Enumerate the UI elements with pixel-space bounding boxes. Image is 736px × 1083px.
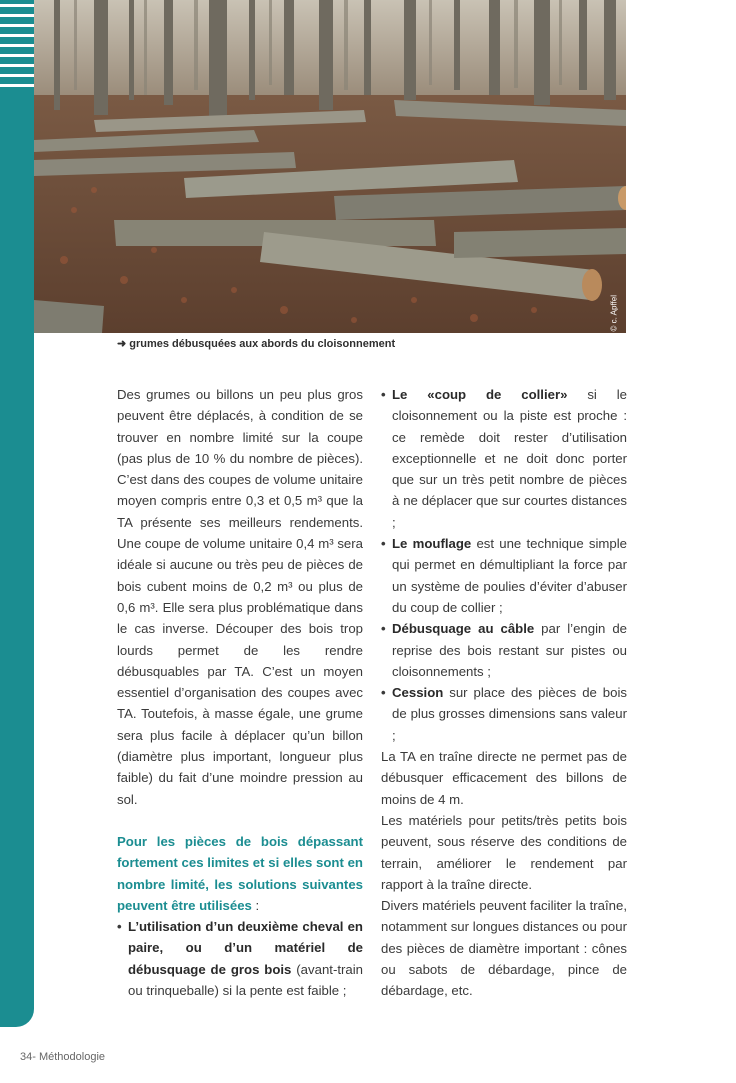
item-bold: Le mouflage — [392, 536, 472, 552]
item-text: (avant-train ou trinqueballe) si la pente est faible ; — [128, 961, 363, 999]
caption-text: grumes débusquées aux abords du cloisonnement — [129, 338, 396, 350]
item-text: est une technique simple qui permet en démultipliant la force par un système de poulies d’éviter d’abuser du coup de collier ; — [392, 536, 627, 615]
page-footer: 34- Méthodologie — [20, 1051, 106, 1063]
arrow-right-icon: ➜ — [117, 338, 127, 350]
side-color-band — [0, 0, 34, 1027]
solutions-lead-highlight: Pour les pièces de bois dépassant fortement ces limites et si elles sont en nombre limité, les solutions suivantes peuvent être utilisées — [117, 833, 363, 913]
item-bold: Le «coup de collier» — [392, 387, 568, 402]
bullet-icon: • — [381, 536, 386, 552]
photo-credit: © c. Apffel — [609, 295, 618, 332]
item-text: sur place des pièces de bois de plus grosses dimensions sans valeur ; — [392, 685, 627, 743]
paragraph-traine: La TA en traîne directe ne permet pas de débusquer efficacement des billons de moins de 4 m. — [381, 749, 627, 807]
bullet-icon: • — [381, 387, 386, 402]
forest-logs-photo — [34, 0, 626, 333]
list-item — [381, 618, 627, 682]
solutions-lead — [117, 831, 363, 916]
bullet-icon: • — [117, 919, 122, 935]
item-text: par l’engin de reprise des bois restant sur pistes ou cloisonnements ; — [392, 621, 627, 679]
item-bold: Cession — [392, 685, 444, 701]
list-item — [117, 916, 363, 1001]
right-text-column — [381, 384, 627, 1002]
paragraph-divers: Divers matériels peuvent faciliter la traîne, notamment sur longues distances ou pour des pièces de diamètre important : cônes ou sabots de débardage, pince de débardage, etc. — [381, 898, 627, 999]
list-item — [381, 682, 627, 746]
left-text-column — [117, 384, 363, 1001]
paragraph-materiels: Les matériels pour petits/très petits bois peuvent, sous réserve des conditions de terrain, améliorer le rendement par rapport à la traîne directe. — [381, 812, 627, 892]
forest-illustration — [34, 0, 626, 333]
intro-paragraph: Des grumes ou billons un peu plus gros peuvent être déplacés, à condition de se trouver en nombre limité sur la coupe (pas plus de 10 % du nombre de pièces). C’est dans des coupes de volume unitaire moyen compris entre 0,3 et 0,5 m³ que la TA présente ses meilleurs rendements. Une coupe de volume unitaire 0,4 m³ sera idéale si aucune ou très peu de pièces de bois cubent moins de 0,2 m³ ou plus de 0,6 m³. Elle sera plus problématique dans le cas inverse. Découper des bois trop lourds permet de les rendre débusquables par TA. C’est un moyen essentiel d’organisation des coupes avec TA. Toutefois, à masse égale, une grume sera plus facile à déplacer qu’un billon (diamètre plus important, longueur plus faible) du fait d’une moindre pression au sol. — [117, 387, 363, 807]
photo-caption — [117, 337, 395, 350]
item-text: si le cloisonnement ou la piste est proche : ce remède doit rester d’utilisation exceptionnelle et ne doit donc porter que sur un très petit nombre de pièces à ne déplacer que sur courtes distances ; — [392, 387, 627, 530]
solutions-lead-tail: : — [251, 897, 260, 913]
bullet-icon: • — [381, 621, 386, 637]
list-item — [381, 384, 627, 533]
solutions-list-start — [117, 916, 363, 1001]
item-bold: Débusquage au câble — [392, 621, 535, 637]
side-stripes — [0, 0, 34, 100]
bullet-icon: • — [381, 685, 386, 701]
list-item — [381, 533, 627, 618]
item-bold: L’utilisation d’un deuxième cheval en paire, ou d’un matériel de débusquage de gros bois — [128, 919, 363, 977]
solutions-list-continued — [381, 384, 627, 746]
